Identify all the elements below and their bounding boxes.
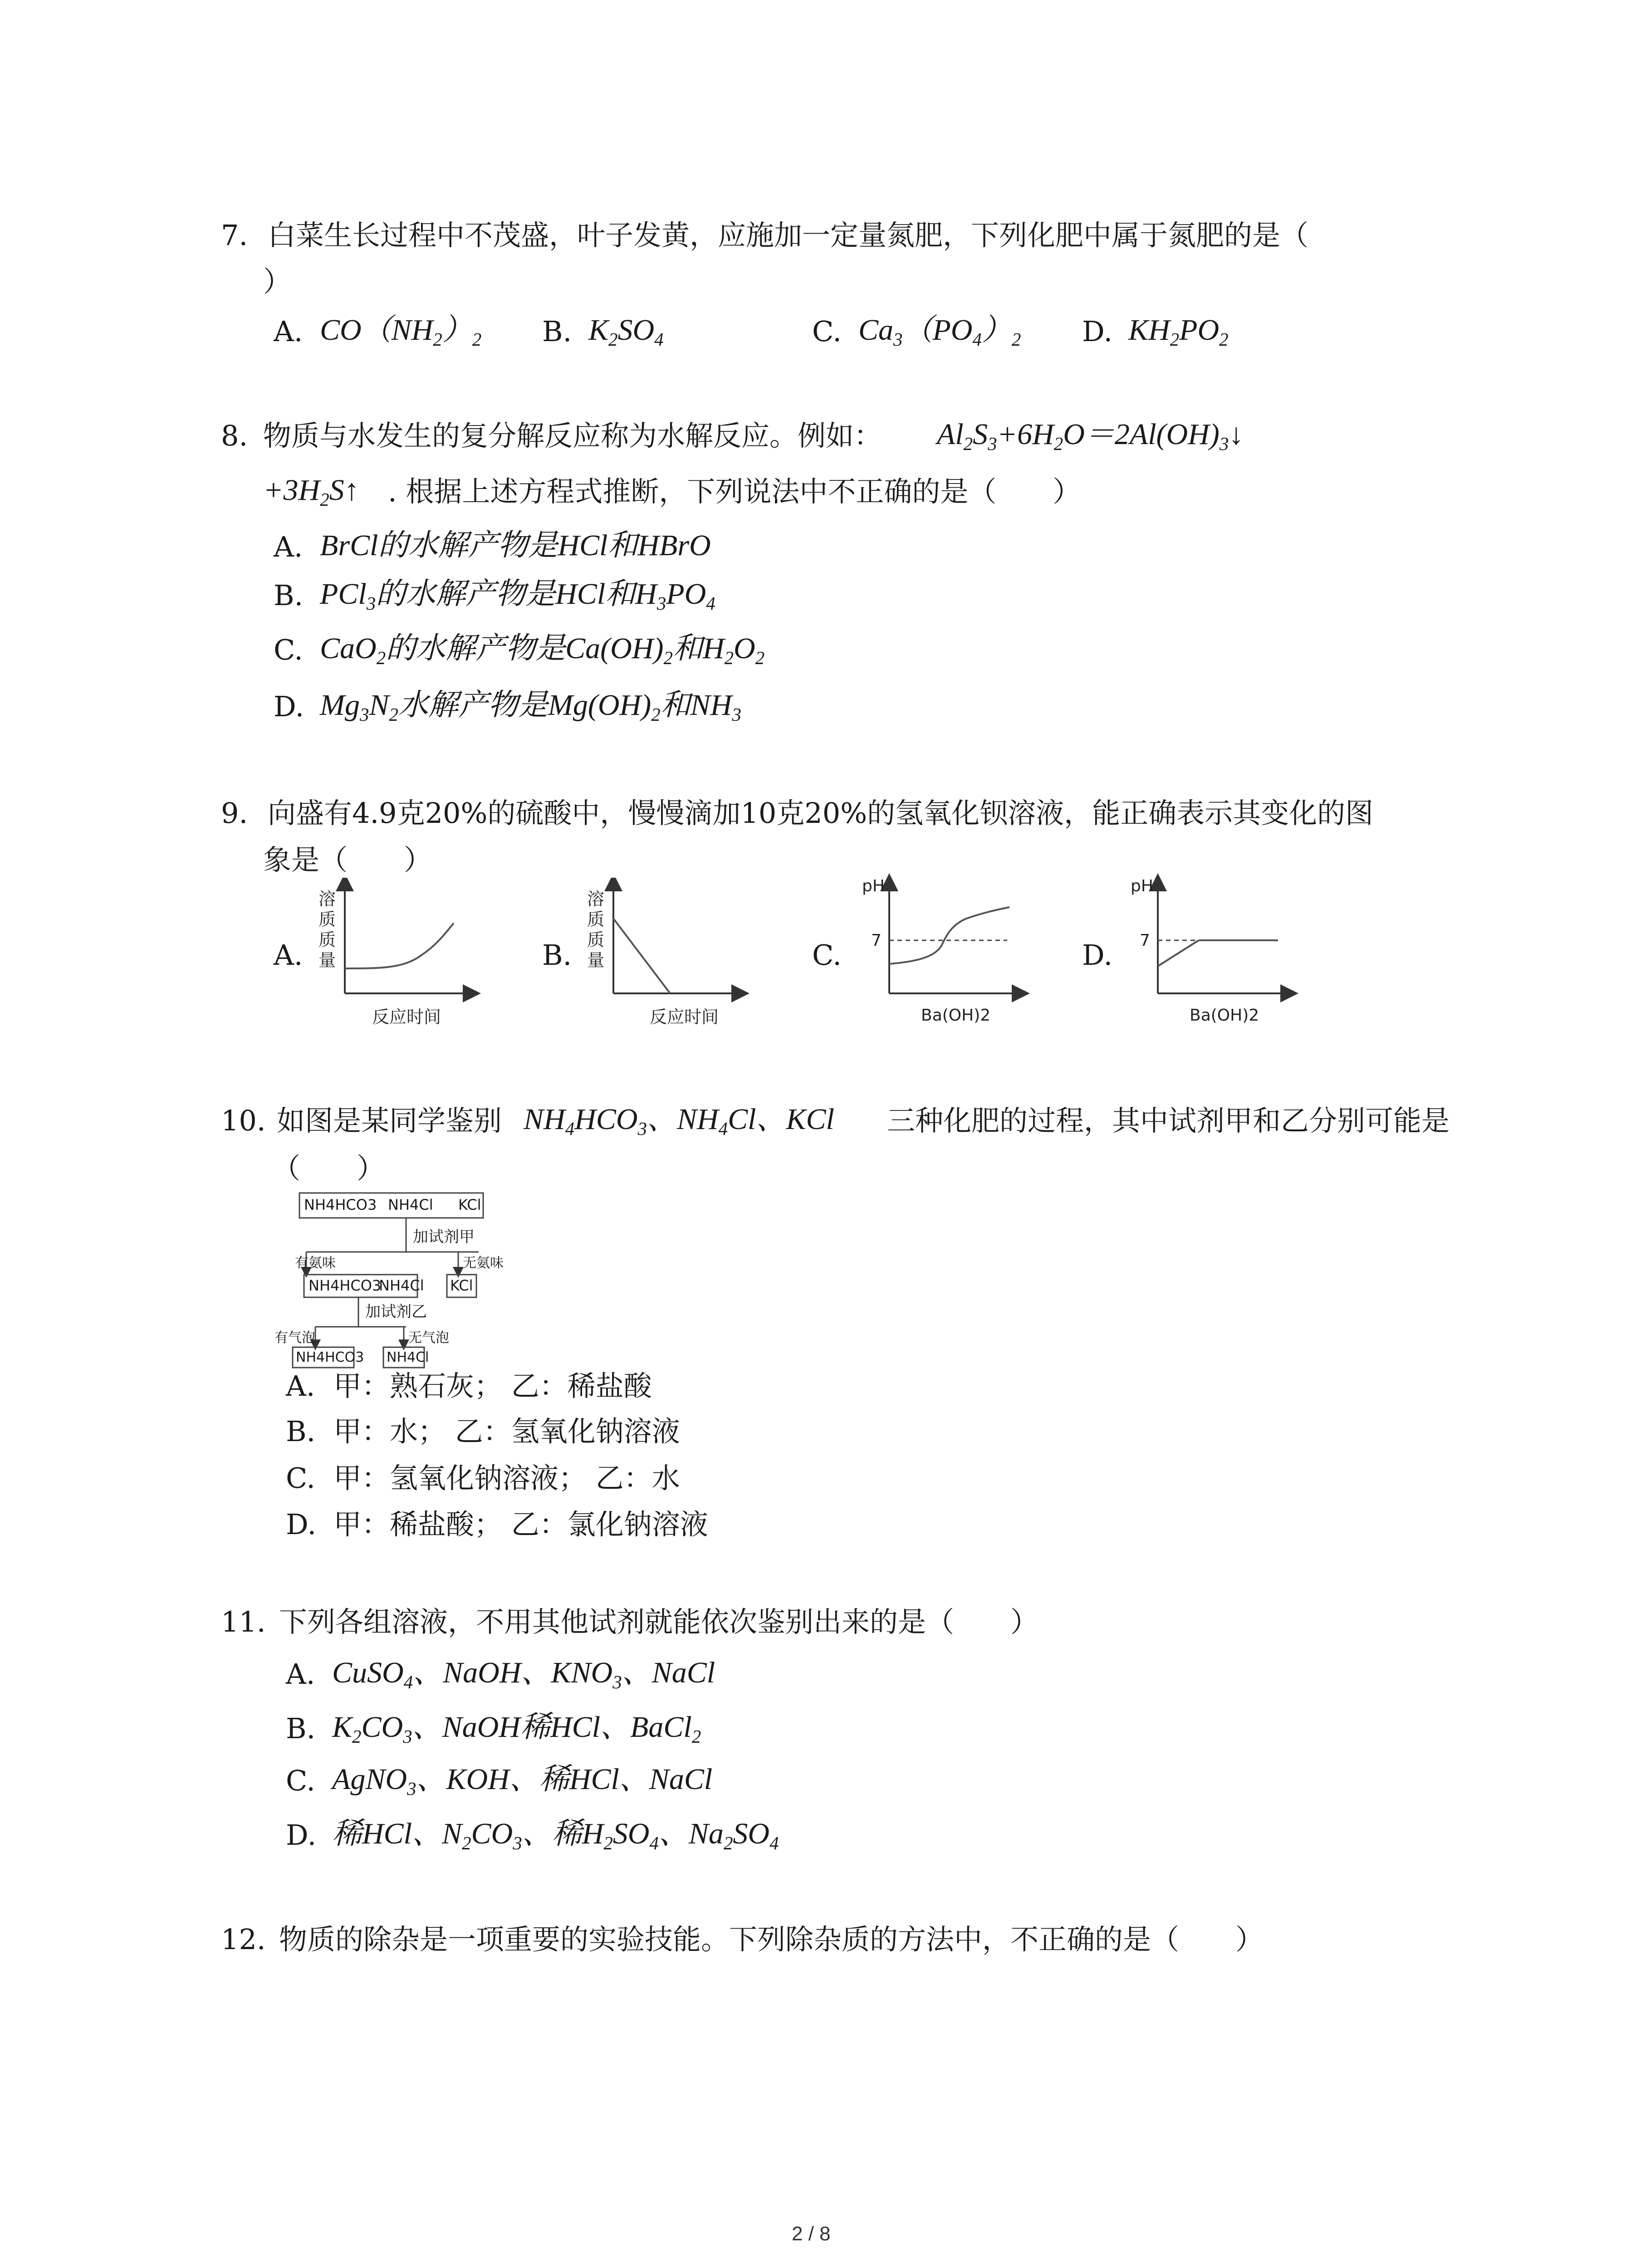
- q9-a-ylabel-4: 量: [318, 950, 336, 970]
- q9-option-d-letter: D.: [1082, 938, 1113, 972]
- q10-flow-diagram: [268, 1188, 540, 1370]
- q10-stem-b: 三种化肥的过程，其中试剂甲和乙分别可能是: [887, 1104, 1450, 1137]
- q8-option-a-letter: A.: [274, 530, 303, 563]
- q9-stem-2: 象是（ ）: [263, 843, 432, 876]
- q7-stem: 白菜生长过程中不茂盛，叶子发黄，应施加一定量氮肥，下列化肥中属于氮肥的是（: [268, 219, 1309, 252]
- flow-right2: 无气泡: [408, 1330, 449, 1346]
- q8-option-b-letter: B.: [274, 579, 304, 612]
- q9-d-ylabel: pH: [1131, 877, 1153, 895]
- q9-c-ylabel: pH: [862, 877, 885, 895]
- q8-equation-a: $Al_2S_3+6H_2O=2Al(OH)_3↓$: [937, 418, 1244, 455]
- q9-d-xlabel: Ba(OH)2: [1190, 1006, 1259, 1025]
- q9-graph-a: [313, 878, 485, 1039]
- q11-option-c: AgNO$_3$、KOH、稀HCl、NaCl: [332, 1763, 713, 1799]
- q9-c-xlabel: Ba(OH)2: [921, 1006, 991, 1025]
- q8-option-d-letter: D.: [274, 690, 304, 723]
- q7-number: 7.: [221, 219, 248, 252]
- q11-option-d-letter: D.: [286, 1818, 317, 1852]
- q7-option-b-letter: B.: [542, 315, 572, 348]
- flow-right1: 无氨味: [463, 1255, 504, 1271]
- q9-b-xlabel: 反应时间: [650, 1007, 719, 1027]
- q9-a-ylabel-1: 溶: [318, 889, 336, 909]
- flow-box5: NH4Cl: [387, 1349, 429, 1365]
- q9-number: 9.: [221, 797, 248, 830]
- flow-box3: KCl: [450, 1277, 473, 1294]
- q9-graph-c: [853, 873, 1034, 1036]
- q11-option-a-letter: A.: [286, 1657, 315, 1691]
- q8-option-a: BrCl的水解产物是HCl和HBrO: [320, 529, 711, 562]
- q10-option-d-letter: D.: [286, 1508, 317, 1541]
- flow-box1-item2: NH4Cl: [388, 1196, 433, 1213]
- q9-b-ylabel-2: 质: [587, 909, 605, 929]
- q11-option-d: 稀HCl、$N_2CO_3$、稀$H_2SO_4$、$Na_2SO_4$: [332, 1817, 779, 1854]
- flow-box1-item1: NH4HCO3: [304, 1196, 377, 1213]
- q9-d-ref: 7: [1140, 931, 1150, 950]
- q8-number: 8.: [221, 419, 248, 452]
- flow-box1-item3: KCl: [458, 1196, 481, 1213]
- q9-b-ylabel-4: 量: [587, 950, 605, 970]
- q8-equation-b: $+3H_2S↑$: [263, 474, 359, 510]
- page-number: 2 / 8: [792, 2223, 831, 2245]
- q12-stem: 物质的除杂是一项重要的实验技能。下列除杂质的方法中，不正确的是（ ）: [279, 1923, 1264, 1956]
- flow-left2: 有气泡: [274, 1330, 315, 1346]
- flow-box2-item1: NH4HCO3: [309, 1277, 382, 1294]
- q9-option-c-letter: C.: [812, 938, 842, 972]
- q9-a-ylabel-2: 质: [318, 909, 336, 929]
- q7-option-d: $KH_2PO_2$: [1128, 313, 1229, 350]
- q7-option-c-letter: C.: [812, 315, 842, 348]
- q10-option-c: 甲：氢氧化钠溶液； 乙：水: [333, 1461, 680, 1495]
- q7-stem-close: ）: [263, 265, 292, 298]
- q9-graph-d: [1122, 873, 1303, 1036]
- q9-option-b-letter: B.: [542, 938, 572, 972]
- q10-option-a: 甲：熟石灰； 乙：稀盐酸: [333, 1369, 652, 1403]
- q8-option-c: CaO$_2$的水解产物是$Ca(OH)_2$和$H_2O_2$: [320, 632, 765, 669]
- q11-option-c-letter: C.: [286, 1764, 315, 1797]
- q8-option-c-letter: C.: [274, 633, 303, 666]
- q10-option-c-letter: C.: [286, 1461, 315, 1495]
- q7-option-c: $Ca_3(PO_4)_2$: [858, 313, 1021, 350]
- flow-reagent1: 加试剂甲: [413, 1228, 475, 1246]
- q7-option-d-letter: D.: [1082, 315, 1113, 348]
- q11-option-a: CuSO$_4$、NaOH、$KNO_3$、NaCl: [332, 1656, 715, 1693]
- flow-reagent2: 加试剂乙: [365, 1303, 427, 1321]
- flow-box4: NH4HCO3: [296, 1349, 364, 1365]
- q7-option-a: $CO(NH_2)_2$: [320, 313, 482, 350]
- q10-formulas: $NH_4HCO_3$、$NH_4Cl$、KCl: [524, 1103, 834, 1139]
- q10-stem-a: 如图是某同学鉴别: [277, 1104, 502, 1137]
- q9-c-ref: 7: [871, 931, 882, 950]
- q10-option-b-letter: B.: [286, 1415, 316, 1448]
- q11-option-b: $K_2CO_3$、NaOH稀HCl、BaCl$_2$: [332, 1711, 701, 1747]
- q10-option-d: 甲：稀盐酸； 乙：氯化钠溶液: [333, 1508, 708, 1541]
- q9-b-ylabel-3: 质: [587, 930, 605, 950]
- q9-b-ylabel-1: 溶: [587, 889, 605, 909]
- q8-stem-b: . 根据上述方程式推断，下列说法中不正确的是（ ）: [388, 475, 1081, 508]
- q12-number: 12.: [221, 1923, 266, 1956]
- q7-option-b: $K_2SO_4$: [588, 313, 664, 350]
- q10-number: 10.: [221, 1104, 266, 1137]
- q9-option-a-letter: A.: [274, 938, 303, 972]
- q8-option-d: $Mg_3N_2$水解产物是$Mg(OH)_2$和$NH_3$: [320, 689, 741, 725]
- q10-option-b: 甲：水； 乙：氢氧化钠溶液: [333, 1415, 680, 1448]
- q10-stem-2: （ ）: [272, 1152, 385, 1185]
- q7-option-a-letter: A.: [274, 315, 303, 348]
- q8-stem-a: 物质与水发生的复分解反应称为水解反应。例如：: [263, 419, 882, 452]
- q11-stem: 下列各组溶液，不用其他试剂就能依次鉴别出来的是（ ）: [279, 1605, 1039, 1638]
- q9-graph-b: [582, 878, 754, 1039]
- q9-a-ylabel-3: 质: [318, 930, 336, 950]
- flow-left1: 有氨味: [295, 1255, 336, 1271]
- q9-stem: 向盛有4.9克20%的硫酸中，慢慢滴加10克20%的氢氧化钡溶液，能正确表示其变化的图: [268, 797, 1374, 830]
- q8-option-b: PCl$_3$的水解产物是HCl和$H_3PO_4$: [320, 577, 715, 614]
- flow-box2-item2: NH4Cl: [379, 1277, 424, 1294]
- q11-option-b-letter: B.: [286, 1712, 316, 1745]
- q9-a-xlabel: 反应时间: [372, 1007, 441, 1027]
- q11-number: 11.: [221, 1605, 266, 1638]
- q10-option-a-letter: A.: [286, 1369, 315, 1403]
